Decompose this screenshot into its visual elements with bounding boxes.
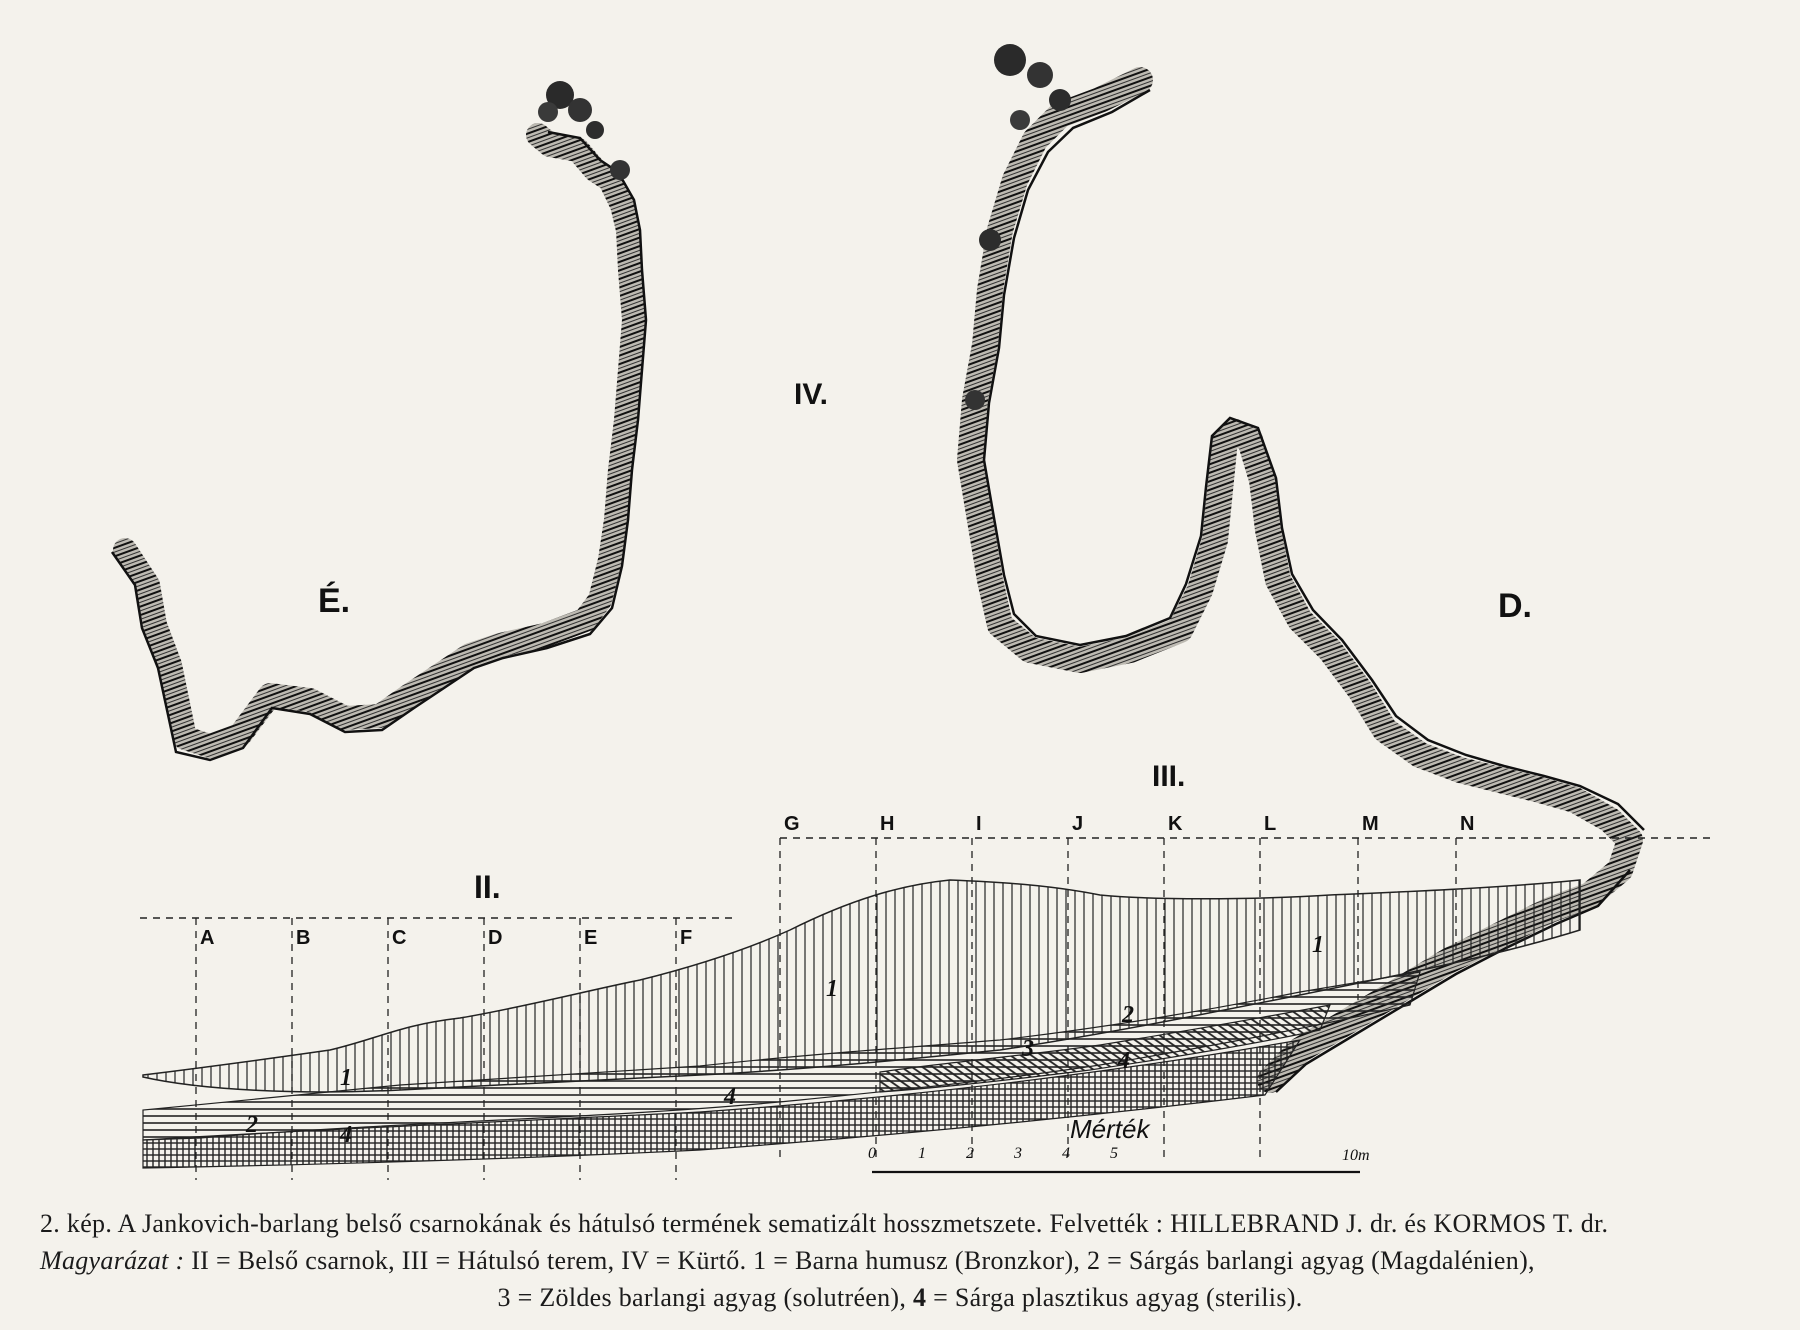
scale-tick: 4 — [1062, 1145, 1070, 1162]
label-south: D. — [1498, 587, 1532, 625]
scale-title: Mérték — [1070, 1114, 1150, 1144]
caption-bold-four: 4 — [912, 1283, 927, 1312]
layer-number: 2 — [246, 1112, 258, 1138]
section-label-h: H — [880, 813, 895, 835]
section-label-n: N — [1460, 813, 1475, 835]
layer-number: 3 — [1022, 1036, 1034, 1062]
section-label-k: K — [1168, 813, 1183, 835]
layer-number: 4 — [724, 1084, 736, 1110]
label-inner-hall: II. — [474, 869, 501, 905]
layer-number: 1 — [1312, 932, 1324, 958]
section-label-i: I — [976, 813, 982, 835]
layer-number: 1 — [340, 1065, 352, 1091]
figure-caption — [40, 1205, 1760, 1316]
label-chimney: IV. — [794, 378, 828, 411]
caption-legend-text: II = Belső csarnok, III = Hátulsó terem, IV = Kürtő. 1 = Barna humusz (Bronzkor), 2 = Sárgás barlangi agyag (Magdalénien), — [184, 1246, 1535, 1275]
layer-number: 2 — [1122, 1002, 1134, 1028]
caption-line-3 — [40, 1279, 1760, 1316]
section-label-c: C — [392, 927, 407, 949]
section-label-j: J — [1072, 813, 1084, 835]
section-label-a: A — [200, 927, 215, 949]
section-label-b: B — [296, 927, 311, 949]
section-label-l: L — [1264, 813, 1277, 835]
caption-line-1: 2. kép. A Jankovich-barlang belső csarnokának és hátulsó termének sematizált hosszmetszete. Felvették : HILLEBRAND J. dr. és KORMOS T. dr. — [40, 1209, 1609, 1238]
section-label-e: E — [584, 927, 598, 949]
scale-tick: 3 — [1014, 1145, 1022, 1162]
caption-line-3a: 3 = Zöldes barlangi agyag (solutréen), — [497, 1283, 913, 1312]
layer-number: 4 — [1118, 1048, 1130, 1074]
section-label-d: D — [488, 927, 503, 949]
section-label-f: F — [680, 927, 693, 949]
scale-tick: 1 — [918, 1145, 926, 1162]
caption-line-2 — [40, 1242, 1760, 1279]
section-label-m: M — [1362, 813, 1379, 835]
label-back-room: III. — [1152, 760, 1186, 793]
layer-number: 4 — [340, 1122, 352, 1148]
caption-line-3b: = Sárga plasztikus agyag (sterilis). — [926, 1283, 1303, 1312]
section-label-g: G — [784, 813, 800, 835]
scale-tick: 2 — [966, 1145, 974, 1162]
layer-number: 1 — [826, 976, 838, 1002]
caption-legend-label: Magyarázat : — [40, 1246, 185, 1275]
cave-wall-north — [112, 132, 646, 760]
scale-tick: 0 — [868, 1145, 876, 1162]
scale-end-label: 10m — [1342, 1147, 1370, 1164]
scale-tick: 5 — [1110, 1145, 1118, 1162]
label-north: É. — [318, 582, 351, 620]
